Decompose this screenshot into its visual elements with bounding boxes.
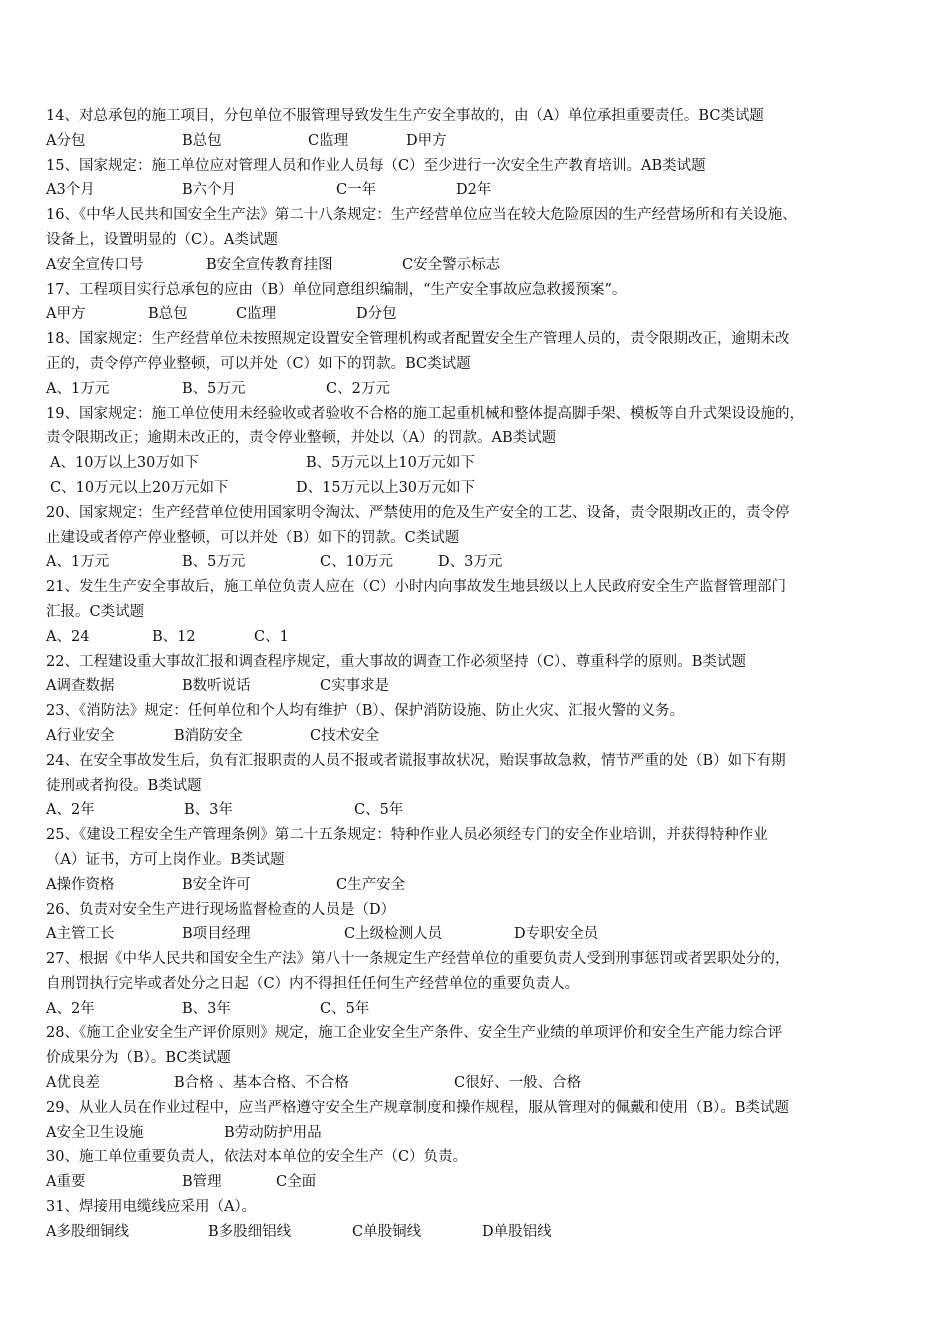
question-text: 14、对总承包的施工项目，分包单位不服管理导致发生生产安全事故的，由（A）单位承担重要责任。BC类试题 bbox=[46, 108, 764, 124]
answer-options-row bbox=[46, 451, 916, 476]
answer-option: A、24 bbox=[46, 628, 90, 645]
question-text-continued: 设备上，设置明显的（C）。A类试题 bbox=[46, 231, 278, 248]
answer-option: A甲方 bbox=[46, 306, 86, 323]
question-text-continued: 自刑罚执行完毕或者处分之日起（C）内不得担任任何生产经营单位的重要负责人。 bbox=[46, 975, 580, 992]
answer-option: B、3年 bbox=[184, 802, 233, 819]
answer-option: B安全宣传教育挂图 bbox=[206, 256, 333, 273]
answer-options-row bbox=[46, 476, 916, 501]
question-text: 17、工程项目实行总承包的应由（B）单位同意组织编制，“生产安全事故应急救援预案”。 bbox=[46, 281, 627, 298]
answer-options-row bbox=[46, 1071, 916, 1096]
answer-option: D、3万元 bbox=[438, 554, 503, 571]
answer-option: A重要 bbox=[46, 1174, 86, 1191]
answer-options-row bbox=[46, 129, 916, 154]
question-text-continued: 价成果分为（B）。BC类试题 bbox=[46, 1050, 231, 1067]
answer-option: B项目经理 bbox=[182, 926, 251, 943]
question-text: 25、《建设工程安全生产管理条例》第二十五条规定：特种作业人员必须经专门的安全作业培训，并获得特种作业 bbox=[46, 827, 768, 844]
answer-option: C、10万元以上20万元如下 bbox=[50, 479, 229, 496]
answer-option: C、2万元 bbox=[326, 380, 390, 397]
answer-options-row bbox=[46, 625, 916, 650]
question-text-continued: 正的，责令停产停业整顿，可以并处（C）如下的罚款。BC类试题 bbox=[46, 355, 471, 372]
question-text: 24、在安全事故发生后，负有汇报职责的人员不报或者谎报事故状况，贻误事故急救，情节严重的处（B）如下有期 bbox=[46, 752, 786, 769]
question-text: 30、施工单位重要负责人，依法对本单位的安全生产（C）负责。 bbox=[46, 1149, 468, 1166]
answer-option: C技术安全 bbox=[310, 727, 380, 744]
answer-option: D、15万元以上30万元如下 bbox=[296, 479, 476, 496]
answer-option: C全面 bbox=[276, 1174, 317, 1191]
question-text: 31、焊接用电缆线应采用（A）。 bbox=[46, 1199, 257, 1216]
answer-option: A调查数据 bbox=[46, 678, 115, 695]
answer-options-row bbox=[46, 178, 916, 203]
question-text-continued: （A）证书，方可上岗作业。B类试题 bbox=[46, 851, 285, 868]
answer-option: B、5万元以上10万元如下 bbox=[306, 455, 475, 472]
question-text: 16、《中华人民共和国安全生产法》第二十八条规定：生产经营单位应当在较大危险原因的生产经营场所和有关设施、 bbox=[46, 207, 797, 224]
answer-options-row bbox=[46, 674, 916, 699]
answer-option: A、1万元 bbox=[46, 380, 110, 397]
answer-option: A优良差 bbox=[46, 1075, 100, 1092]
answer-options-row bbox=[46, 922, 916, 947]
answer-option: B、5万元 bbox=[182, 554, 246, 571]
question-text-continued: 汇报。C类试题 bbox=[46, 603, 145, 620]
answer-option: C、1 bbox=[254, 628, 289, 645]
question-text: 26、负责对安全生产进行现场监督检查的人员是（D） bbox=[46, 901, 396, 918]
answer-option: D单股铝线 bbox=[482, 1223, 552, 1240]
answer-option: D2年 bbox=[456, 182, 492, 199]
answer-option: C、5年 bbox=[354, 802, 404, 819]
answer-option: C、5年 bbox=[320, 1000, 370, 1017]
question-text: 20、国家规定：生产经营单位使用国家明令淘汰、严禁使用的危及生产安全的工艺、设备，责令限期改正的，责令停 bbox=[46, 504, 790, 521]
answer-options-row bbox=[46, 873, 916, 898]
answer-options-row bbox=[46, 997, 916, 1022]
answer-options-row bbox=[46, 550, 916, 575]
question-text-continued: 徒刑或者拘役。B类试题 bbox=[46, 777, 202, 794]
document-body bbox=[46, 104, 916, 1245]
answer-options-row bbox=[46, 377, 916, 402]
answer-option: D甲方 bbox=[406, 132, 447, 149]
question-text: 15、国家规定：施工单位应对管理人员和作业人员每（C）至少进行一次安全生产教育培训。AB类试题 bbox=[46, 157, 706, 174]
answer-options-row bbox=[46, 253, 916, 278]
answer-options-row bbox=[46, 724, 916, 749]
answer-option: A3个月 bbox=[46, 182, 95, 199]
answer-option: A主管工长 bbox=[46, 926, 115, 943]
question-text: 23、《消防法》规定：任何单位和个人均有维护（B）、保护消防设施、防止火灾、汇报火警的义务。 bbox=[46, 703, 685, 720]
answer-option: C监理 bbox=[308, 132, 349, 149]
question-text: 27、根据《中华人民共和国安全生产法》第八十一条规定生产经营单位的重要负责人受到刑事惩罚或者罢职处分的， bbox=[46, 951, 790, 968]
answer-option: C安全警示标志 bbox=[402, 256, 501, 273]
answer-option: A安全卫生设施 bbox=[46, 1124, 144, 1141]
answer-options-row bbox=[46, 1121, 916, 1146]
answer-option: D专职安全员 bbox=[514, 926, 599, 943]
answer-option: B总包 bbox=[182, 132, 222, 149]
answer-option: B合格 、基本合格、不合格 bbox=[174, 1075, 349, 1092]
answer-option: C、10万元 bbox=[320, 554, 394, 571]
question-text-continued: 责令限期改正；逾期未改正的，责令停业整顿，并处以（A）的罚款。AB类试题 bbox=[46, 430, 557, 447]
question-text: 21、发生生产安全事故后，施工单位负责人应在（C）小时内向事故发生地县级以上人民政府安全生产监督管理部门 bbox=[46, 579, 787, 596]
answer-option: A、1万元 bbox=[46, 554, 110, 571]
answer-options-row bbox=[46, 1170, 916, 1195]
answer-option: B、5万元 bbox=[182, 380, 246, 397]
answer-option: B、3年 bbox=[182, 1000, 231, 1017]
answer-option: C实事求是 bbox=[320, 678, 390, 695]
answer-option: B多股细铝线 bbox=[208, 1223, 292, 1240]
answer-option: A安全宣传口号 bbox=[46, 256, 144, 273]
answer-option: A操作资格 bbox=[46, 876, 115, 893]
answer-option: B六个月 bbox=[182, 182, 237, 199]
question-text: 29、从业人员在作业过程中，应当严格遵守安全生产规章制度和操作规程，服从管理对的佩戴和使用（B）。B类试题 bbox=[46, 1099, 790, 1116]
answer-option: A分包 bbox=[46, 132, 86, 149]
answer-option: C监理 bbox=[236, 306, 277, 323]
answer-option: A多股细铜线 bbox=[46, 1223, 129, 1240]
answer-option: C单股铜线 bbox=[352, 1223, 422, 1240]
answer-option: C生产安全 bbox=[336, 876, 406, 893]
answer-option: B管理 bbox=[182, 1174, 222, 1191]
answer-option: B安全许可 bbox=[182, 876, 251, 893]
answer-option: C很好、一般、合格 bbox=[454, 1075, 582, 1092]
answer-options-row bbox=[46, 302, 916, 327]
answer-option: D分包 bbox=[356, 306, 397, 323]
answer-options-row bbox=[46, 1220, 916, 1245]
answer-option: A行业安全 bbox=[46, 727, 115, 744]
answer-option: A、2年 bbox=[46, 1000, 95, 1017]
answer-option: A、2年 bbox=[46, 802, 95, 819]
answer-option: B数听说话 bbox=[182, 678, 251, 695]
question-text-continued: 止建设或者停产停业整顿，可以并处（B）如下的罚款。C类试题 bbox=[46, 529, 460, 546]
answer-options-row bbox=[46, 798, 916, 823]
answer-option: A、10万以上30万如下 bbox=[50, 455, 199, 472]
question-text: 28、《施工企业安全生产评价原则》规定，施工企业安全生产条件、安全生产业绩的单项评价和安全生产能力综合评 bbox=[46, 1025, 783, 1042]
answer-option: C上级检测人员 bbox=[344, 926, 443, 943]
answer-option: B消防安全 bbox=[174, 727, 243, 744]
question-text: 19、国家规定：施工单位使用未经验收或者验收不合格的施工起重机械和整体提高脚手架、模板等自升式架设设施的， bbox=[46, 405, 804, 422]
answer-option: B总包 bbox=[148, 306, 188, 323]
answer-option: B、12 bbox=[152, 628, 196, 645]
question-text: 22、工程建设重大事故汇报和调查程序规定，重大事故的调查工作必须坚持（C）、尊重科学的原则。B类试题 bbox=[46, 653, 746, 670]
answer-option: C一年 bbox=[336, 182, 377, 199]
question-text: 18、国家规定：生产经营单位未按照规定设置安全管理机构或者配置安全生产管理人员的，责令限期改正，逾期未改 bbox=[46, 331, 790, 348]
answer-option: B劳动防护用品 bbox=[224, 1124, 322, 1141]
